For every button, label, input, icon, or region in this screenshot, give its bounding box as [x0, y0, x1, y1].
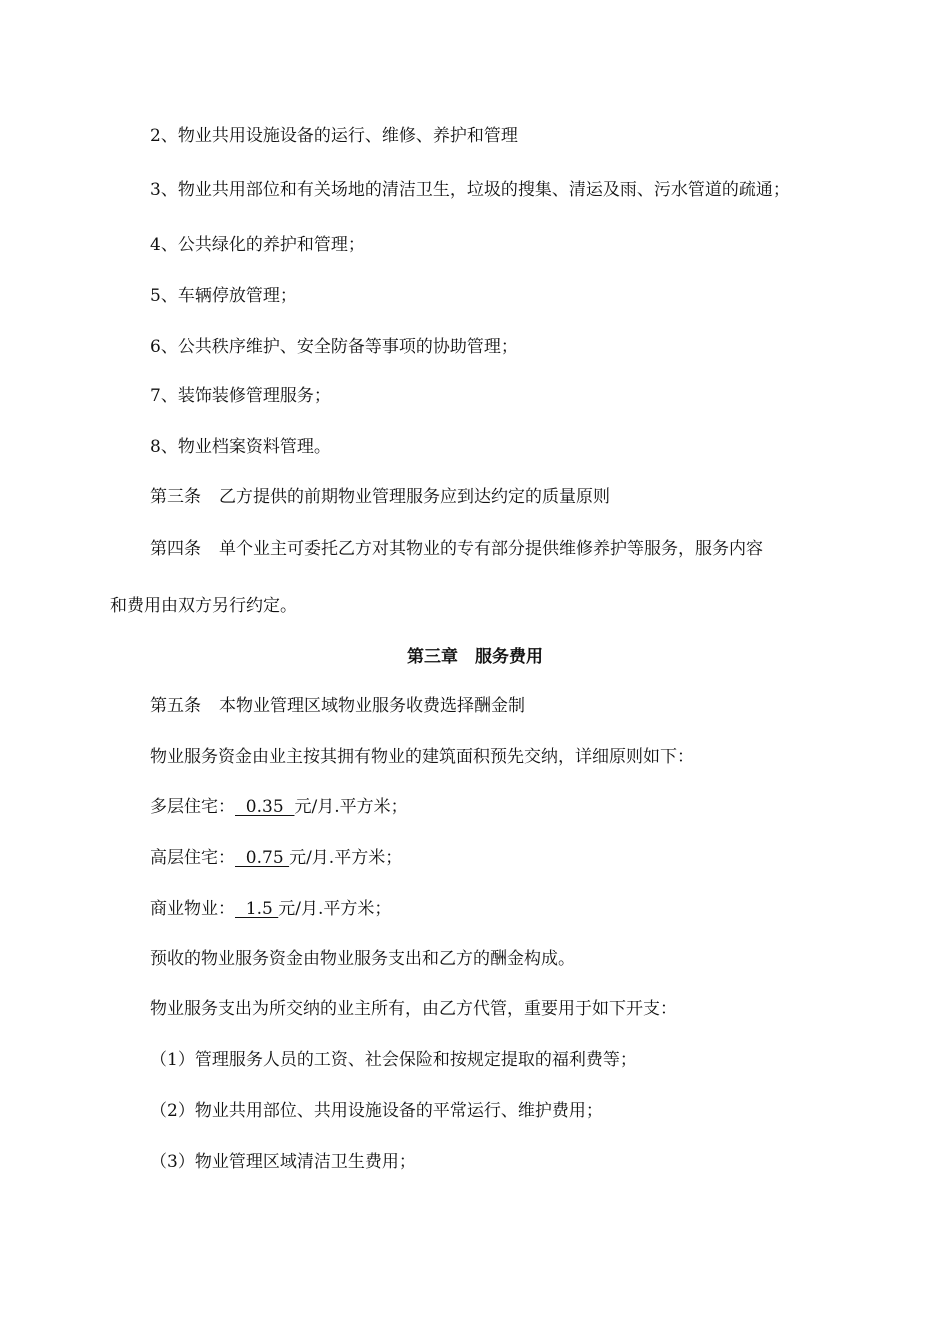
- fee-unit: 元/月.平方米；: [278, 899, 392, 919]
- expense-item: （3）物业管理区域清洁卫生费用；: [150, 1152, 416, 1172]
- article-5: [150, 695, 525, 717]
- fee-value: 0.35: [235, 797, 295, 817]
- article-label: 第三条: [150, 487, 201, 507]
- fee-value: 1.5: [235, 899, 279, 919]
- fee-label: 商业物业：: [150, 899, 235, 919]
- expense-item: （2）物业共用部位、共用设施设备的平常运行、维护费用；: [150, 1101, 603, 1121]
- fee-label: 多层住宅：: [150, 797, 235, 817]
- fee-row-highrise: [150, 847, 402, 869]
- article-4: [150, 538, 763, 560]
- fee-value: 0.75: [235, 848, 290, 868]
- list-item: 4、公共绿化的养护和管理；: [150, 235, 365, 255]
- list-item: 2、物业共用设施设备的运行、维修、养护和管理: [150, 126, 518, 146]
- list-item: 8、物业档案资料管理。: [150, 437, 331, 457]
- fee-row-multistory: [150, 796, 408, 818]
- article-text: 单个业主可委托乙方对其物业的专有部分提供维修养护等服务，服务内容: [219, 539, 763, 559]
- fee-unit: 元/月.平方米；: [289, 848, 403, 868]
- fee-label: 高层住宅：: [150, 848, 235, 868]
- article-4-continuation: 和费用由双方另行约定。: [110, 596, 297, 616]
- article-text: 乙方提供的前期物业管理服务应到达约定的质量原则: [219, 487, 610, 507]
- fund-intro: 物业服务资金由业主按其拥有物业的建筑面积预先交纳，详细原则如下：: [150, 747, 694, 767]
- article-label: 第五条: [150, 696, 201, 716]
- expense-item: （1）管理服务人员的工资、社会保险和按规定提取的福利费等；: [150, 1050, 637, 1070]
- fee-row-commercial: [150, 898, 391, 920]
- article-3: [150, 486, 610, 508]
- article-text: 本物业管理区域物业服务收费选择酬金制: [219, 696, 525, 716]
- list-item: 6、公共秩序维护、安全防备等事项的协助管理；: [150, 337, 518, 357]
- list-item: 3、物业共用部位和有关场地的清洁卫生，垃圾的搜集、清运及雨、污水管道的疏通；: [150, 180, 790, 200]
- list-item: 5、车辆停放管理；: [150, 286, 297, 306]
- fee-unit: 元/月.平方米；: [294, 797, 408, 817]
- list-item: 7、装饰装修管理服务；: [150, 386, 331, 406]
- chapter-heading: 第三章 服务费用: [407, 647, 543, 667]
- prepaid-text: 预收的物业服务资金由物业服务支出和乙方的酬金构成。: [150, 949, 575, 969]
- expense-intro: 物业服务支出为所交纳的业主所有，由乙方代管，重要用于如下开支：: [150, 999, 677, 1019]
- article-label: 第四条: [150, 539, 201, 559]
